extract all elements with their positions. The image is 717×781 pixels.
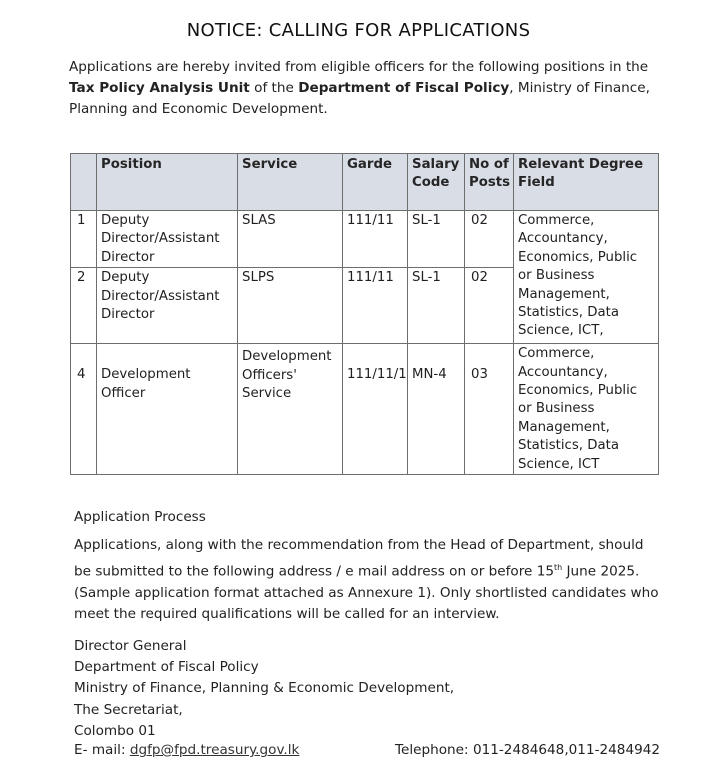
table-row xyxy=(71,344,659,475)
email-label: E- mail: xyxy=(74,742,130,758)
notice-title: NOTICE: CALLING FOR APPLICATIONS xyxy=(186,20,531,41)
header-salary-code: Salary Code xyxy=(408,154,465,211)
address-line: Department of Fiscal Policy xyxy=(74,659,259,676)
row-grade: 111/11/1 xyxy=(343,344,408,475)
header-posts: No of Posts xyxy=(465,154,514,211)
header-degree-field: Relevant Degree Field xyxy=(514,154,659,211)
positions-table xyxy=(70,153,659,475)
row-service: SLPS xyxy=(238,268,343,344)
intro-unit-name: Tax Policy Analysis Unit xyxy=(69,80,250,96)
header-grade: Garde xyxy=(343,154,408,211)
address-line: Colombo 01 xyxy=(74,722,156,739)
date-ordinal-suffix: th xyxy=(554,562,563,572)
row-degree-field: Commerce, Accountancy, Economics, Public or Business Management, Statistics, Data Science, ICT xyxy=(514,344,659,475)
intro-text-1: Applications are hereby invited from eligible officers for the following positions in the xyxy=(69,59,649,75)
process-text-2: June 2025. (Sample application format attached as Annexure 1). Only shortlisted candidates who meet the required qualifications will be called for an interview. xyxy=(74,563,659,623)
header-number xyxy=(71,154,97,211)
header-position: Position xyxy=(97,154,238,211)
email-link[interactable]: dgfp@fpd.treasury.gov.lk xyxy=(129,742,300,758)
intro-text-3: , Ministry of Finance, Planning and Economic Development. xyxy=(69,80,650,117)
row-number: 2 xyxy=(71,268,97,344)
intro-paragraph xyxy=(69,57,659,120)
row-salary-code: MN-4 xyxy=(408,344,465,475)
intro-text-2: of the xyxy=(249,80,299,96)
row-grade: 111/11 xyxy=(343,268,408,344)
row-posts: 02 xyxy=(465,211,514,268)
row-number: 1 xyxy=(71,211,97,268)
telephone-numbers: 011-2484648,011-2484942 xyxy=(472,742,661,758)
address-line: Director General xyxy=(74,638,187,654)
row-service: SLAS xyxy=(238,211,343,268)
row-number: 4 xyxy=(71,344,97,475)
row-position: Development Officer xyxy=(97,344,238,475)
contact-line xyxy=(74,742,661,758)
row-posts: 02 xyxy=(465,268,514,344)
row-degree-field: Commerce, Accountancy, Economics, Public or Business Management, Statistics, Data Science, ICT, xyxy=(514,211,659,344)
application-process-heading: Application Process xyxy=(74,509,206,525)
row-position: Deputy Director/Assistant Director xyxy=(97,211,238,268)
application-process-body xyxy=(74,535,664,626)
table-row xyxy=(71,211,659,268)
address-line: Ministry of Finance, Planning & Economic Development, xyxy=(74,680,455,697)
row-salary-code: SL-1 xyxy=(408,268,465,344)
row-service: Development Officers' Service xyxy=(238,344,343,475)
table-header-row xyxy=(71,154,659,211)
telephone xyxy=(395,742,660,758)
telephone-label: Telephone: xyxy=(395,742,473,758)
row-position: Deputy Director/Assistant Director xyxy=(97,268,238,344)
row-grade: 111/11 xyxy=(343,211,408,268)
row-salary-code: SL-1 xyxy=(408,211,465,268)
address-line: The Secretariat, xyxy=(74,701,183,718)
row-posts: 03 xyxy=(465,344,514,475)
intro-department-name: Department of Fiscal Policy xyxy=(298,80,510,96)
header-service: Service xyxy=(238,154,343,211)
address-block xyxy=(74,636,664,742)
process-text-1: Applications, along with the recommendation from the Head of Department, should be submitted to the following address / e mail address on or before 15 xyxy=(74,537,644,580)
